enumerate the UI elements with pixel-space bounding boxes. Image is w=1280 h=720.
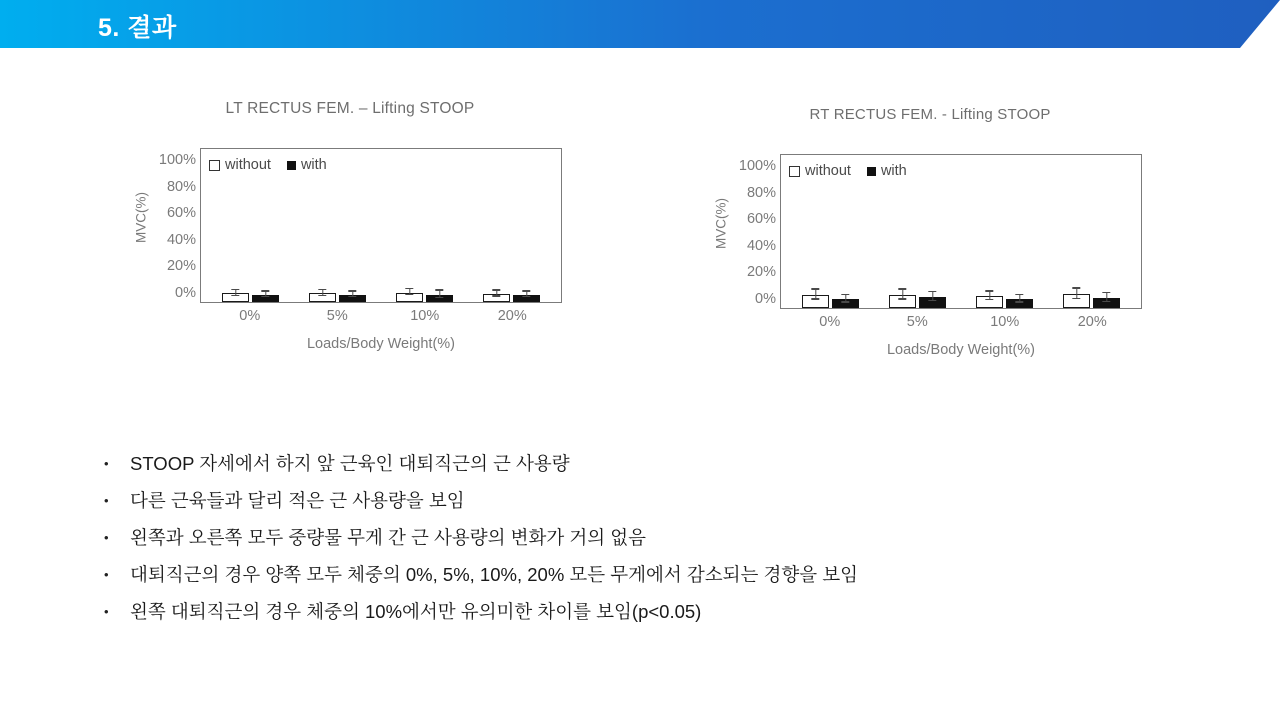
bar-group [222, 293, 279, 302]
y-axis-tick-label: 20% [166, 258, 196, 275]
y-axis-tick-label: 0% [175, 284, 196, 301]
bar-with [832, 299, 859, 308]
x-axis-tick-label: 0% [239, 308, 261, 324]
bar-with [339, 295, 366, 302]
bar-without [802, 295, 829, 308]
y-axis-tick-label: 40% [746, 237, 776, 254]
y-axis-tick-label: 100% [738, 157, 776, 174]
y-axis-ticks [713, 154, 776, 309]
error-bar [265, 290, 266, 297]
y-axis-tick-label: 0% [755, 290, 776, 307]
y-axis-tick-label: 60% [166, 204, 196, 221]
header-background [0, 0, 1280, 48]
chart-title: LT RECTUS FEM. – Lifting STOOP [225, 100, 475, 117]
error-bar [409, 288, 410, 295]
bar-with [426, 295, 453, 302]
bullet-item [104, 563, 1204, 588]
bar-without [1063, 294, 1090, 308]
error-bar [322, 289, 323, 296]
error-bar [815, 288, 816, 300]
bullet-text: 다른 근육들과 달리 적은 근 사용량을 보임 [130, 489, 465, 511]
bullet-marker-icon: • [104, 566, 109, 582]
y-axis-tick-label: 100% [158, 151, 196, 168]
bar-group [1063, 294, 1120, 308]
legend-label: without [805, 163, 851, 179]
bullet-list [104, 452, 1204, 637]
error-bar [1106, 292, 1107, 302]
x-axis-ticks [780, 314, 1142, 330]
x-axis-tick-label: 0% [819, 314, 841, 330]
error-bar [845, 294, 846, 303]
error-bar [1019, 294, 1020, 303]
x-axis-ticks [200, 308, 562, 324]
y-axis-tick-label: 60% [746, 210, 776, 227]
plot-wrapper [680, 154, 1180, 358]
bullet-item [104, 489, 1204, 514]
bullet-item [104, 526, 1204, 551]
bullet-text: 왼쪽과 오른쪽 모두 중량물 무게 간 근 사용량의 변화가 거의 없음 [130, 526, 647, 548]
plot-area [200, 148, 562, 303]
bar-without [309, 293, 336, 302]
x-axis-tick-label: 20% [497, 308, 527, 324]
bar-group [976, 296, 1033, 308]
bar-group [889, 295, 946, 308]
error-bar [989, 290, 990, 300]
x-axis-label: Loads/Body Weight(%) [306, 336, 456, 352]
slide-header [0, 0, 1280, 48]
error-bar [932, 291, 933, 301]
error-bar [439, 289, 440, 298]
legend-label: without [225, 157, 271, 173]
bar-without [396, 293, 423, 302]
error-bar [902, 288, 903, 300]
y-axis-tick-label: 40% [166, 231, 196, 248]
x-axis-tick-label: 5% [326, 308, 348, 324]
bullet-text: 왼쪽 대퇴직근의 경우 체중의 10%에서만 유의미한 차이를 보임(p<0.05) [130, 600, 702, 622]
legend-label: with [300, 157, 327, 173]
bar-group [483, 294, 540, 302]
x-axis-tick-label: 10% [990, 314, 1020, 330]
chart-left-rectus-femoris [100, 100, 600, 390]
legend-label: with [880, 163, 907, 179]
y-axis-label: MVC(%) [713, 198, 729, 249]
y-axis-tick-label: 80% [746, 184, 776, 201]
bar-group [396, 293, 453, 302]
bullet-marker-icon: • [104, 456, 109, 471]
bar-without [889, 295, 916, 308]
x-axis-tick-label: 20% [1077, 314, 1107, 330]
bullet-text: STOOP 자세에서 하지 앞 근육인 대퇴직근의 근 사용량 [130, 453, 570, 474]
error-bar [235, 289, 236, 296]
plot-area [780, 154, 1142, 309]
bar-without [976, 296, 1003, 308]
bar-without [483, 294, 510, 302]
chart-right-rectus-femoris [680, 106, 1180, 396]
error-bar [1076, 287, 1077, 299]
error-bar [496, 289, 497, 296]
bar-group [802, 295, 859, 308]
bar-with [919, 297, 946, 308]
bullet-item [104, 600, 1204, 625]
error-bar [352, 290, 353, 297]
chart-title: RT RECTUS FEM. - Lifting STOOP [809, 106, 1051, 123]
y-axis-tick-label: 80% [166, 178, 196, 195]
bullet-marker-icon: • [104, 492, 109, 508]
error-bar [526, 290, 527, 297]
bar-group [309, 293, 366, 302]
bar-with [252, 295, 279, 302]
x-axis-tick-label: 5% [906, 314, 928, 330]
page-title: 5. 결과 [98, 14, 177, 42]
bar-groups [781, 155, 1141, 308]
bar-with [513, 295, 540, 302]
bullet-text: 대퇴직근의 경우 양쪽 모두 체중의 0%, 5%, 10%, 20% 모든 무게에서 감소되는 경향을 보임 [130, 563, 859, 585]
y-axis-label: MVC(%) [133, 192, 149, 243]
bar-with [1006, 299, 1033, 308]
y-axis-ticks [133, 148, 196, 303]
y-axis-tick-label: 20% [746, 264, 776, 281]
bar-groups [201, 149, 561, 302]
bar-with [1093, 298, 1120, 308]
bullet-item [104, 452, 1204, 477]
bullet-marker-icon: • [104, 603, 109, 619]
x-axis-label: Loads/Body Weight(%) [886, 342, 1036, 358]
bar-without [222, 293, 249, 302]
bullet-marker-icon: • [104, 529, 109, 545]
plot-wrapper [100, 148, 600, 352]
x-axis-tick-label: 10% [410, 308, 440, 324]
